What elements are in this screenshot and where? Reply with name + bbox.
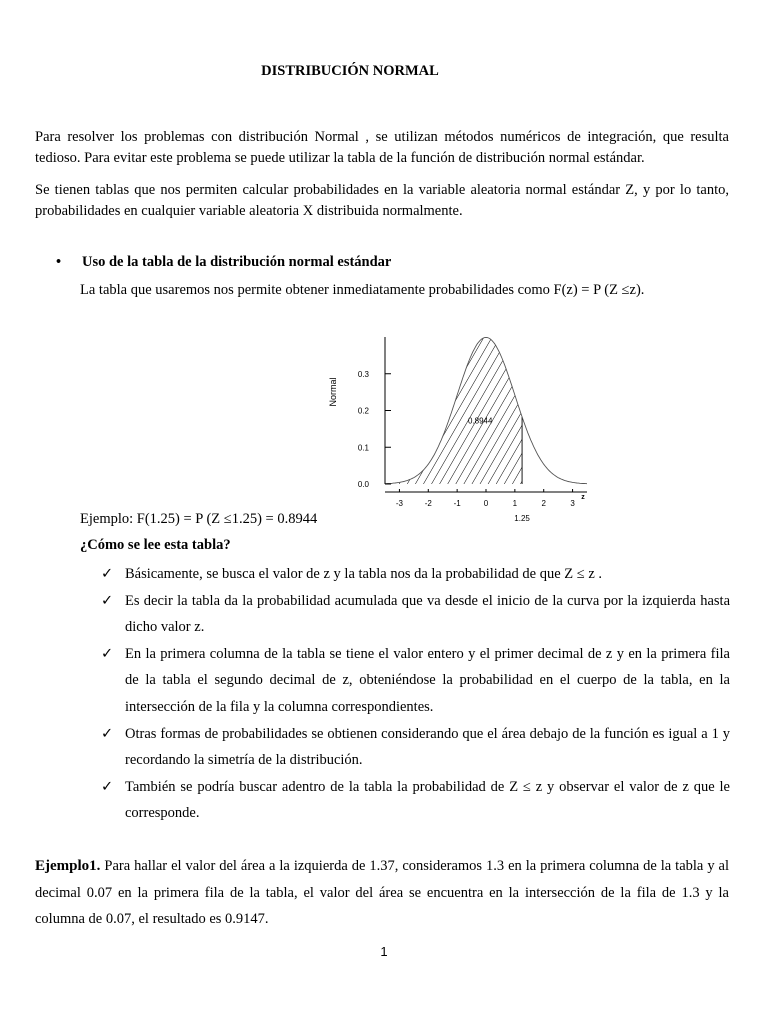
how-heading: ¿Cómo se lee esta tabla?	[80, 537, 231, 553]
check-item	[101, 641, 730, 721]
check-icon: ✓	[101, 566, 114, 582]
check-icon: ✓	[101, 592, 114, 609]
bullet-heading-row	[56, 254, 391, 271]
example-1-text: Para hallar el valor del área a la izquierda de 1.37, consideramos 1.3 en la primera columna de la tabla y al decimal 0.07 en la primera fila de la tabla, el valor del área se encuentra en la intersección de la fila de 1.3 y la columna de 0.07, el resultado es 0.9147.	[35, 858, 729, 928]
example-line: Ejemplo: F(1.25) = P (Z ≤1.25) = 0.8944	[80, 511, 318, 527]
table-description: La tabla que usaremos nos permite obtener inmediatamente probabilidades como F(z) = P (Z ≤z).	[80, 282, 645, 298]
check-item-text: En la primera columna de la tabla se tiene el valor entero y el primer decimal de z y en la primera fila de la tabla el segundo decimal de z, obteniéndose la probabilidad en el cuerpo de la tabla, en la intersección de la fila y la columna correspondientes.	[125, 645, 730, 715]
check-item	[101, 588, 730, 641]
y-axis-label: Normal	[328, 377, 338, 407]
check-item	[101, 721, 730, 774]
example-1-paragraph	[35, 853, 729, 933]
shaded-area	[385, 337, 522, 484]
x-tick-label: 3	[570, 499, 575, 508]
x-tick-label: 1	[512, 499, 518, 508]
check-icon: ✓	[101, 725, 114, 742]
example-1-label: Ejemplo1.	[35, 858, 101, 874]
page-number: 1	[380, 944, 388, 959]
check-item-text: Básicamente, se busca el valor de z y la tabla nos da la probabilidad de que Z ≤ z .	[125, 566, 603, 582]
x-tick-label: 2	[541, 499, 546, 508]
y-tick-label: 0.1	[357, 443, 369, 453]
normal-distribution-chart	[325, 332, 595, 527]
y-tick-label: 0.0	[357, 480, 369, 489]
x-tick-label: 0	[483, 499, 489, 508]
x-tick-label: -3	[395, 499, 403, 508]
intro-paragraph-1: Para resolver los problemas con distribución Normal , se utilizan métodos numéricos de integración, que resulta tedioso. Para evitar este problema se puede utilizar la tabla de la función de distribución normal estándar.	[35, 129, 729, 166]
intro-paragraph-2: Se tienen tablas que nos permiten calcular probabilidades en la variable aleatoria normal estándar Z, y por lo tanto, probabilidades en cualquier variable aleatoria X distribuida normalmente.	[35, 182, 729, 219]
marker-label: 1.25	[514, 514, 530, 523]
check-item	[101, 561, 730, 588]
check-item-text: Otras formas de probabilidades se obtienen considerando que el área debajo de la función es igual a 1 y recordando la simetría de la distribución.	[125, 725, 730, 769]
check-list	[101, 561, 730, 827]
shaded-area-value: 0.8944	[467, 416, 493, 426]
y-tick-label: 0.3	[357, 369, 369, 379]
bullet-icon: •	[56, 254, 62, 270]
y-tick-label: 0.2	[357, 406, 369, 416]
x-tick-label: -2	[424, 499, 432, 508]
check-item-text: También se podría buscar adentro de la tabla la probabilidad de Z ≤ z y observar el valor de z que le corresponde.	[125, 778, 730, 822]
x-axis-label: z	[581, 494, 585, 501]
bullet-heading: Uso de la tabla de la distribución normal estándar	[82, 254, 392, 270]
x-tick-label: -1	[453, 499, 461, 508]
check-item	[101, 774, 730, 827]
check-item-text: Es decir la tabla da la probabilidad acumulada que va desde el inicio de la curva por la izquierda hasta dicho valor z.	[125, 592, 730, 636]
check-icon: ✓	[101, 645, 114, 662]
page-title: DISTRIBUCIÓN NORMAL	[261, 63, 439, 79]
check-icon: ✓	[101, 778, 114, 795]
